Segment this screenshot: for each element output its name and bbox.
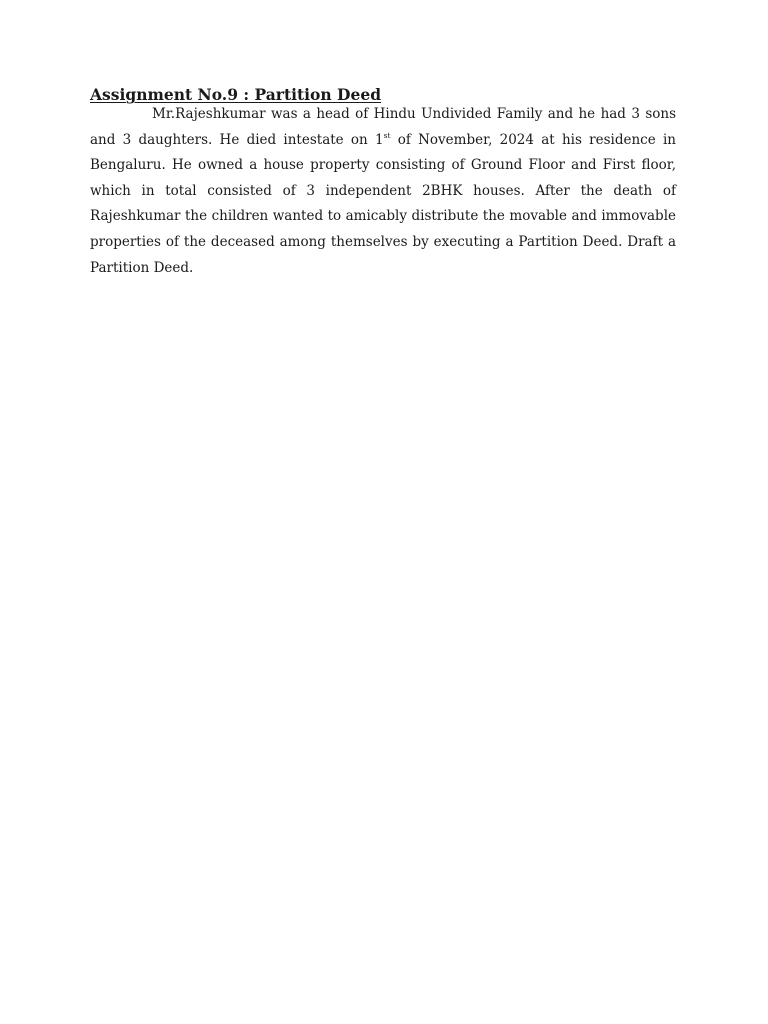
- assignment-paragraph: [90, 102, 676, 281]
- ordinal-suffix: st: [383, 130, 391, 140]
- paragraph-text-part1: Mr.Rajeshkumar was a head of Hindu Undivided Family and he had 3 sons and 3 daughters. He died intestate on 1: [90, 106, 676, 148]
- paragraph-text-part2: of November, 2024 at his residence in Bengaluru. He owned a house property consisting of Ground Floor and First floor, which in total consisted of 3 independent 2BHK houses. After the death of Rajeshkumar the children wanted to amicably distribute the movable and immovable properties of the deceased among themselves by executing a Partition Deed. Draft a Partition Deed.: [90, 131, 676, 276]
- document-content: [90, 84, 676, 281]
- assignment-heading: Assignment No.9 : Partition Deed: [90, 85, 382, 104]
